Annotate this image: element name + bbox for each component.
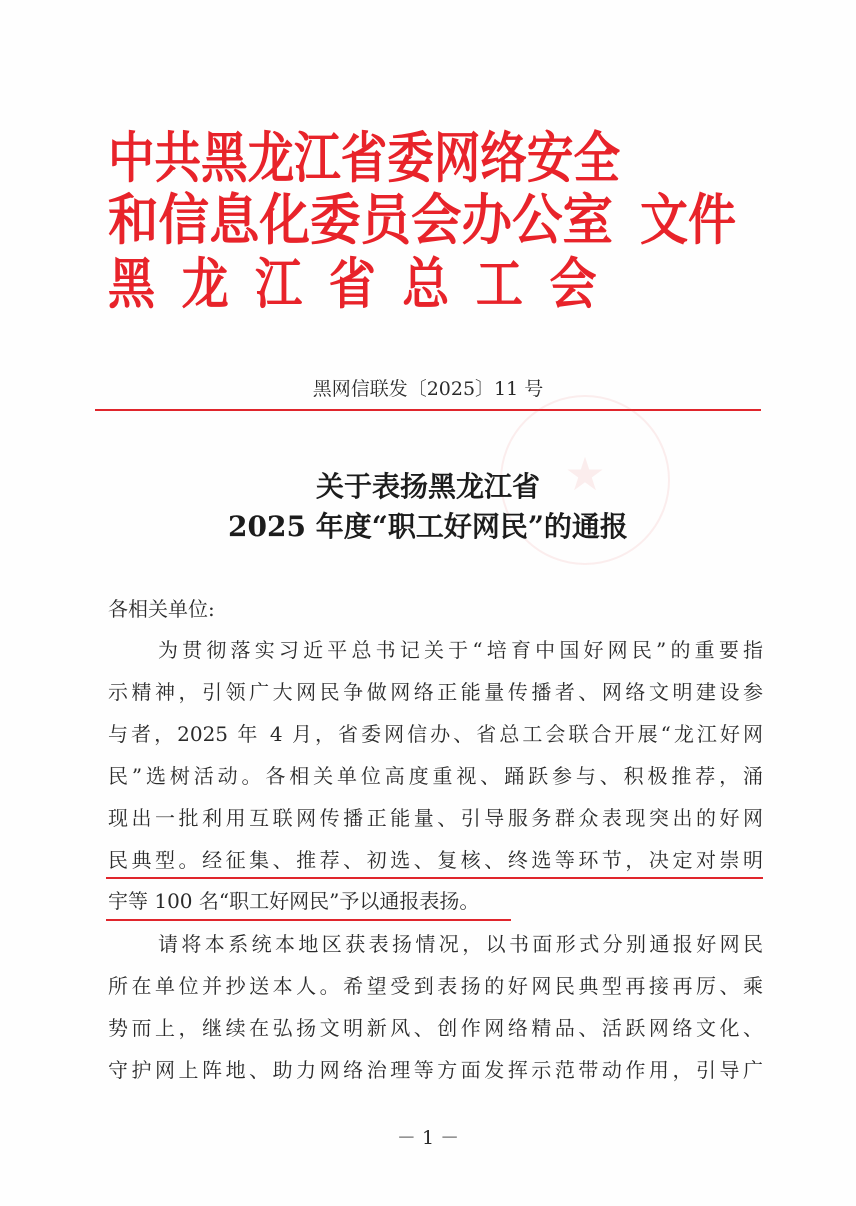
document-number: 黑网信联发〔2025〕11 号 bbox=[312, 378, 544, 400]
issuer-line-3: 黑龙江省总工会 bbox=[108, 251, 624, 316]
red-underline-mark bbox=[106, 877, 763, 879]
salutation: 各相关单位: bbox=[108, 597, 215, 621]
seal-star-icon: ★ bbox=[564, 447, 606, 501]
issuer-suffix: 文件 bbox=[640, 187, 736, 252]
paragraph1-line: 宇等 100 名“职工好网民”予以通报表扬。 bbox=[108, 889, 480, 913]
paragraph2-line: 请将本系统本地区获表扬情况，以书面形式分别通报好网民 bbox=[158, 932, 763, 956]
paragraph1-line: 示精神，引领广大网民争做网络正能量传播者、网络文明建设参 bbox=[108, 680, 763, 704]
paragraph2-line: 守护网上阵地、助力网络治理等方面发挥示范带动作用，引导广 bbox=[108, 1058, 763, 1082]
paragraph2-line: 势而上，继续在弘扬文明新风、创作网络精品、活跃网络文化、 bbox=[108, 1016, 763, 1040]
notice-title-line-1: 关于表扬黑龙江省 bbox=[315, 470, 540, 503]
paragraph1-line: 为贯彻落实习近平总书记关于“培育中国好网民”的重要指 bbox=[158, 638, 763, 662]
header-red-rule bbox=[95, 409, 761, 411]
notice-title-line-2: 2025 年度“职工好网民”的通报 bbox=[228, 510, 628, 543]
issuer-line-1: 中共黑龙江省委网络安全 bbox=[108, 125, 621, 190]
issuer-line-2: 和信息化委员会办公室 bbox=[108, 187, 614, 252]
page-number: － 1 － bbox=[396, 1127, 460, 1149]
paragraph2-line: 所在单位并抄送本人。希望受到表扬的好网民典型再接再厉、乘 bbox=[108, 974, 763, 998]
paragraph1-line: 民典型。经征集、推荐、初选、复核、终选等环节，决定对崇明 bbox=[108, 848, 763, 872]
paragraph1-line: 现出一批利用互联网传播正能量、引导服务群众表现突出的好网 bbox=[108, 806, 763, 830]
paragraph1-line: 民”选树活动。各相关单位高度重视、踊跃参与、积极推荐，涌 bbox=[108, 764, 763, 788]
paragraph1-line: 与者，2025 年 4 月，省委网信办、省总工会联合开展“龙江好网 bbox=[108, 722, 763, 746]
red-underline-mark bbox=[106, 919, 511, 921]
